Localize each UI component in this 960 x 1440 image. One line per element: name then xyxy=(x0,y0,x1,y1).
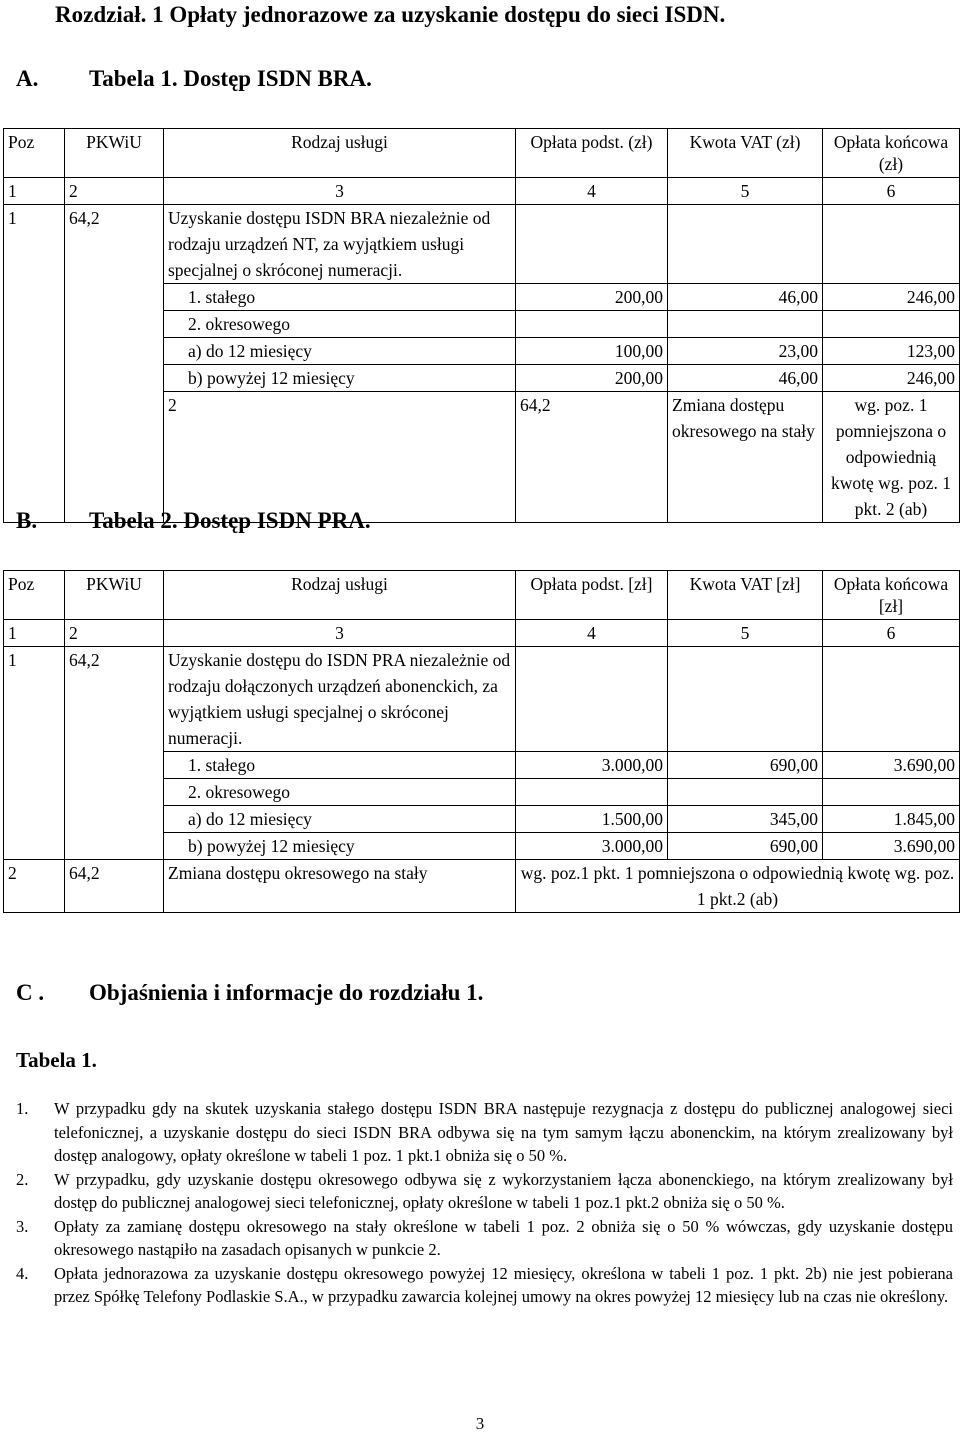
row-description: Uzyskanie dostępu ISDN BRA niezależnie od rodzaju urządzeń NT, za wyjątkiem usługi specjalnej o skróconej numeracji. xyxy=(164,205,516,284)
colnum: 6 xyxy=(823,620,960,647)
note-text: Opłata jednorazowa za uzyskanie dostępu okresowego powyżej 12 miesięcy, określona w tabeli 1 poz. 1 pkt. 2b) nie jest pobierana przez Spółkę Telefony Podlaskie S.A., w przypadku zawarcia kolejnej umowy na okres powyżej 12 miesięcy lub na czas nie określony. xyxy=(54,1263,953,1306)
pow12-vat: 690,00 xyxy=(668,833,823,860)
section-c-heading xyxy=(16,980,716,1010)
list-item xyxy=(16,1168,953,1215)
pow12-oplata: 200,00 xyxy=(516,365,668,392)
colnum: 6 xyxy=(823,178,960,205)
stalego-oplata: 200,00 xyxy=(516,284,668,311)
row-poz: 2 xyxy=(164,392,516,523)
do12-oplata: 100,00 xyxy=(516,338,668,365)
colnum: 1 xyxy=(4,178,65,205)
table-isdn-pra xyxy=(3,570,960,913)
header-oplata: Opłata podst. (zł) xyxy=(516,129,668,178)
stalego-oplata: 3.000,00 xyxy=(516,752,668,779)
do12-koncowa: 123,00 xyxy=(823,338,960,365)
header-vat: Kwota VAT [zł] xyxy=(668,571,823,620)
pow12-koncowa: 246,00 xyxy=(823,365,960,392)
table-row xyxy=(4,860,960,913)
note-number: 1. xyxy=(16,1099,29,1118)
colnum: 5 xyxy=(668,178,823,205)
stalego-label: 1. stałego xyxy=(164,752,516,779)
section-c-title: Objaśnienia i informacje do rozdziału 1. xyxy=(89,980,484,1005)
note-number: 3. xyxy=(16,1216,29,1236)
note-text: W przypadku gdy na skutek uzyskania stałego dostępu ISDN BRA następuje rezygnacja z dostępu do publicznej analogowej sieci telefonicznej, a uzyskanie dostępu do sieci ISDN BRA odbywa się na tym samym łączu abonenckim, na którym zrealizowany był dostęp analogowy, opłaty określone w tabeli 1 poz. 1 pkt.1 obniża się o 50 %. xyxy=(54,1099,953,1165)
pow12-label: b) powyżej 12 miesięcy xyxy=(164,833,516,860)
section-a-heading xyxy=(16,66,716,96)
table-header-row xyxy=(4,129,960,178)
colnum: 3 xyxy=(164,178,516,205)
row-pkwiu: 64,2 xyxy=(65,860,164,913)
okresowego-label: 2. okresowego xyxy=(164,311,516,338)
list-item xyxy=(16,1262,953,1309)
note-number: 2. xyxy=(16,1169,29,1189)
header-vat: Kwota VAT (zł) xyxy=(668,129,823,178)
colnum: 2 xyxy=(65,178,164,205)
section-b-title: Tabela 2. Dostęp ISDN PRA. xyxy=(89,508,371,533)
page-number: 3 xyxy=(475,1414,485,1433)
colnum: 4 xyxy=(516,178,668,205)
stalego-vat: 46,00 xyxy=(668,284,823,311)
stalego-koncowa: 246,00 xyxy=(823,284,960,311)
header-koncowa: Opłata końcowa [zł] xyxy=(823,571,960,620)
table-isdn-bra xyxy=(3,128,960,523)
page-heading: Rozdział. 1 Opłaty jednorazowe za uzyskanie dostępu do sieci ISDN. xyxy=(55,2,726,27)
header-pkwiu: PKWiU xyxy=(65,129,164,178)
header-poz: Poz xyxy=(4,571,65,620)
do12-label: a) do 12 miesięcy xyxy=(164,338,516,365)
note-text: W przypadku, gdy uzyskanie dostępu okresowego odbywa się z wykorzystaniem łącza abonenckiego, na którym zrealizowany był dostęp do publicznej analogowej sieci telefonicznej, opłaty określone w tabeli 1 poz.1 pkt.2 obniża się o 50 %. xyxy=(54,1169,953,1212)
tabela1-label: Tabela 1. xyxy=(16,1048,97,1072)
colnum: 2 xyxy=(65,620,164,647)
colnum: 3 xyxy=(164,620,516,647)
column-numbers-row xyxy=(4,178,960,205)
pow12-koncowa: 3.690,00 xyxy=(823,833,960,860)
row-note: wg. poz.1 pkt. 1 pomniejszona o odpowiednią kwotę wg. poz. 1 pkt.2 (ab) xyxy=(516,860,960,913)
okresowego-label: 2. okresowego xyxy=(164,779,516,806)
colnum: 4 xyxy=(516,620,668,647)
row-description: Zmiana dostępu okresowego na stały xyxy=(668,392,823,523)
section-a-letter: A. xyxy=(16,66,39,91)
row-description: Uzyskanie dostępu do ISDN PRA niezależnie od rodzaju dołączonych urządzeń abonenckich, za wyjątkiem usługi specjalnej o skróconej numeracji. xyxy=(164,647,516,752)
header-poz: Poz xyxy=(4,129,65,178)
do12-vat: 345,00 xyxy=(668,806,823,833)
do12-vat: 23,00 xyxy=(668,338,823,365)
table-row xyxy=(4,647,960,752)
do12-label: a) do 12 miesięcy xyxy=(164,806,516,833)
header-rodzaj: Rodzaj usługi xyxy=(164,129,516,178)
row-poz: 1 xyxy=(4,205,65,523)
pow12-vat: 46,00 xyxy=(668,365,823,392)
list-item xyxy=(16,1215,953,1262)
header-oplata: Opłata podst. [zł] xyxy=(516,571,668,620)
section-b-heading xyxy=(16,508,716,538)
table-header-row xyxy=(4,571,960,620)
stalego-vat: 690,00 xyxy=(668,752,823,779)
section-a-title: Tabela 1. Dostęp ISDN BRA. xyxy=(89,66,372,91)
pow12-label: b) powyżej 12 miesięcy xyxy=(164,365,516,392)
do12-koncowa: 1.845,00 xyxy=(823,806,960,833)
colnum: 5 xyxy=(668,620,823,647)
notes-list xyxy=(16,1097,953,1309)
row-poz: 1 xyxy=(4,647,65,860)
row-note: wg. poz. 1 pomniejszona o odpowiednią kwotę wg. poz. 1 pkt. 2 (ab) xyxy=(823,392,960,523)
note-number: 4. xyxy=(16,1263,29,1283)
row-description: Zmiana dostępu okresowego na stały xyxy=(164,860,516,913)
list-item xyxy=(16,1097,953,1168)
header-rodzaj: Rodzaj usługi xyxy=(164,571,516,620)
do12-oplata: 1.500,00 xyxy=(516,806,668,833)
row-pkwiu: 64,2 xyxy=(65,647,164,860)
column-numbers-row xyxy=(4,620,960,647)
stalego-label: 1. stałego xyxy=(164,284,516,311)
section-b-letter: B. xyxy=(16,508,38,533)
row-pkwiu: 64,2 xyxy=(516,392,668,523)
row-pkwiu: 64,2 xyxy=(65,205,164,523)
stalego-koncowa: 3.690,00 xyxy=(823,752,960,779)
header-pkwiu: PKWiU xyxy=(65,571,164,620)
colnum: 1 xyxy=(4,620,65,647)
row-poz: 2 xyxy=(4,860,65,913)
table-row xyxy=(4,205,960,284)
header-koncowa: Opłata końcowa (zł) xyxy=(823,129,960,178)
section-c-letter: C . xyxy=(16,980,45,1005)
pow12-oplata: 3.000,00 xyxy=(516,833,668,860)
note-text: Opłaty za zamianę dostępu okresowego na stały określone w tabeli 1 poz. 2 obniża się o 50 % wówczas, gdy uzyskanie dostępu okresowego nastąpiło na zasadach opisanych w punkcie 2. xyxy=(54,1216,953,1259)
